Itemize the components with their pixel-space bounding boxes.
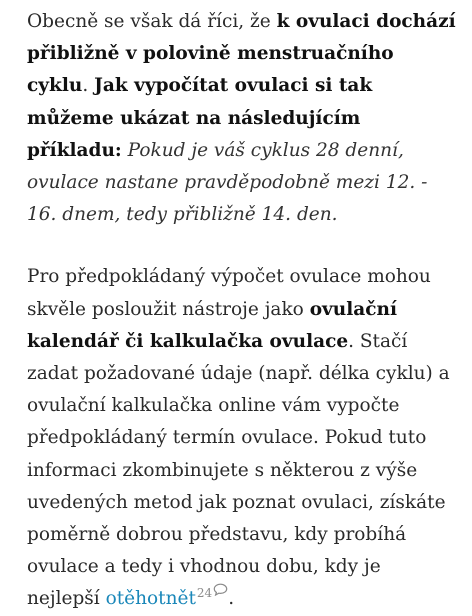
paragraph-ovulation-calculator bbox=[27, 261, 457, 615]
bold-ovulation-midcycle: k ovulaci dochází přibližně v polovině menstruačního cyklu bbox=[27, 11, 456, 97]
bold-ovulation-calendar: ovulační kalendář či kalkulačka ovulace bbox=[27, 298, 397, 352]
text-segment: Obecně se však dá říci, že bbox=[27, 11, 277, 32]
speech-bubble-icon[interactable] bbox=[213, 583, 228, 596]
text-segment: . Stačí zadat požadované údaje (např. délka cyklu) a ovulační kalkulačka online vám vypočte předpokládaný termín ovulace. Pokud tuto informaci zkombinujete s některou z výše uvedených metod jak poznat ovulaci, získáte poměrně dobrou představu, kdy probíhá ovulace a tedy i vhodnou dobu, kdy je nejlepší bbox=[27, 330, 450, 610]
paragraph-ovulation-timing bbox=[27, 6, 457, 231]
text-segment: . bbox=[228, 588, 235, 610]
article-body bbox=[27, 6, 457, 616]
text-segment: Pro předpokládaný výpočet ovulace mohou skvěle posloužit nástroje jako bbox=[27, 266, 431, 320]
italic-example-28-day-cycle: Pokud je váš cyklus 28 denní, ovulace nastane pravděpodobně mezi 12. - 16. dnem, tedy přibližně 14. den. bbox=[27, 139, 428, 226]
text-segment: . bbox=[82, 75, 95, 97]
link-otehotnet[interactable]: otěhotnět bbox=[105, 588, 196, 610]
citation-count[interactable]: 24 bbox=[196, 586, 213, 601]
bold-calculation-example: Jak vypočítat ovulaci si tak můžeme ukázat na následujícím příkladu: bbox=[27, 75, 373, 161]
